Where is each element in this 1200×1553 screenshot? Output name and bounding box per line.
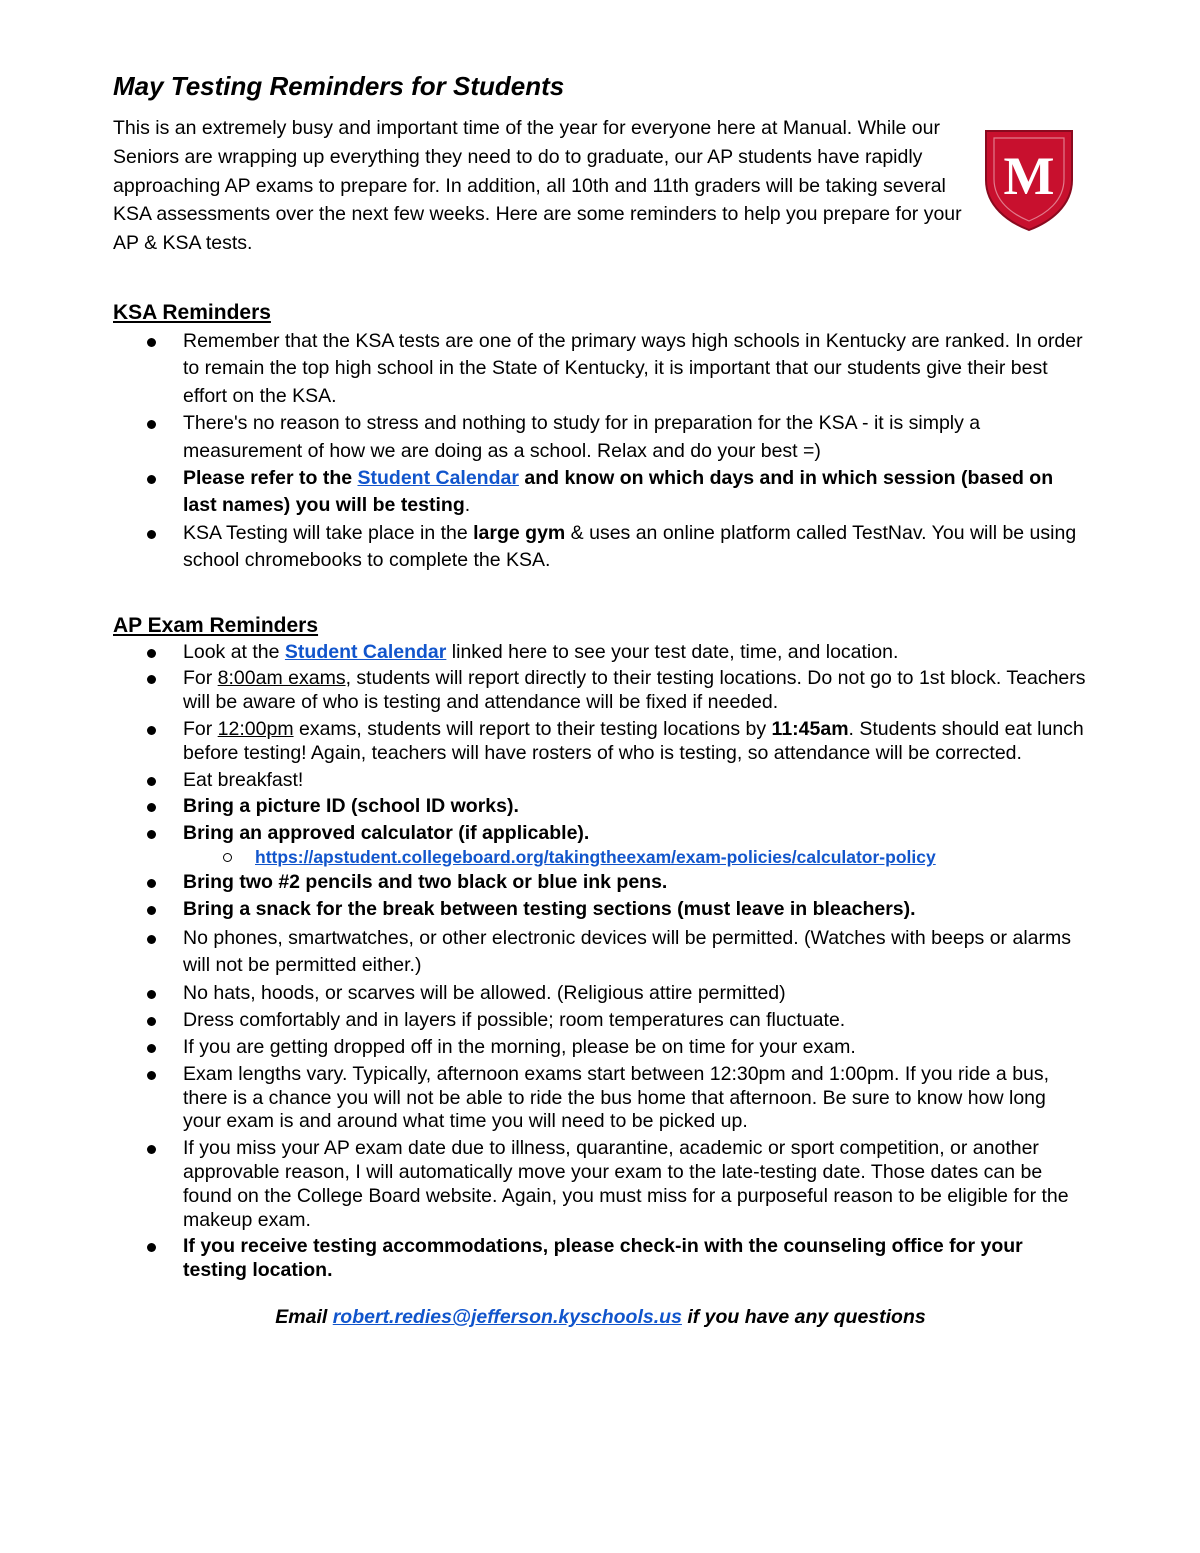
list-item: Exam lengths vary. Typically, afternoon exams start between 12:30pm and 1:00pm. If you ride a bus, there is a chance you will not be able to ride the bus home that afternoon. Be sure to know how long your exam is and around what time you will need to be picked up.	[113, 1063, 1088, 1134]
list-item: Look at the Student Calendar linked here to see your test date, time, and location.	[113, 641, 1088, 665]
bullet-icon	[147, 475, 156, 484]
list-item: There's no reason to stress and nothing to study for in preparation for the KSA - it is simply a measurement of how we are doing as a school. Relax and do your best =)	[113, 410, 1088, 465]
bullet-icon	[147, 1145, 156, 1154]
bullet-icon	[147, 338, 156, 347]
bullet-icon	[147, 990, 156, 999]
calculator-policy-link[interactable]: https://apstudent.collegeboard.org/takingtheexam/exam-policies/calculator-policy	[255, 847, 936, 868]
list-item: If you are getting dropped off in the morning, please be on time for your exam.	[113, 1036, 1088, 1060]
list-item: Bring a snack for the break between testing sections (must leave in bleachers).	[113, 898, 1088, 922]
list-item: Bring a picture ID (school ID works).	[113, 795, 1088, 819]
list-item: Bring two #2 pencils and two black or blue ink pens.	[113, 871, 1088, 895]
bullet-icon	[147, 420, 156, 429]
list-item: Remember that the KSA tests are one of the primary ways high schools in Kentucky are ranked. In order to remain the top high school in the State of Kentucky, it is important that our students give their best effort on the KSA.	[113, 328, 1088, 410]
intro-paragraph: This is an extremely busy and important time of the year for everyone here at Manual. While our Seniors are wrapping up everything they need to do to graduate, our AP students have rapidly approaching AP exams to prepare for. In addition, all 10th and 11th graders will be taking several KSA assessments over the next few weeks. Here are some reminders to help you prepare for your AP & KSA tests.	[113, 117, 962, 255]
bullet-icon	[147, 1071, 156, 1080]
bullet-icon	[147, 649, 156, 658]
bullet-icon	[147, 935, 156, 944]
footer-contact: Email robert.redies@jefferson.kyschools.us if you have any questions	[275, 1305, 926, 1328]
bullet-icon	[147, 906, 156, 915]
document-page	[113, 68, 1088, 1350]
bullet-icon	[147, 1044, 156, 1053]
bullet-icon	[147, 1017, 156, 1026]
logo-letter: M	[1003, 146, 1055, 206]
page-title: May Testing Reminders for Students	[113, 71, 565, 101]
student-calendar-link[interactable]: Student Calendar	[284, 640, 447, 663]
bullet-icon	[147, 726, 156, 735]
bullet-icon	[147, 675, 156, 684]
circle-bullet-icon	[223, 853, 232, 862]
list-item: For 12:00pm exams, students will report to their testing locations by 11:45am. Students should eat lunch before testing! Again, teachers will have rosters of who is testing, so attendance will be corrected.	[113, 718, 1088, 766]
list-item: No phones, smartwatches, or other electronic devices will be permitted. (Watches with beeps or alarms will not be permitted either.)	[113, 925, 1088, 980]
list-item: If you receive testing accommodations, please check-in with the counseling office for your testing location.	[113, 1235, 1088, 1283]
list-item: Eat breakfast!	[113, 769, 1088, 793]
manual-shield-logo	[984, 128, 1074, 232]
ap-list	[113, 641, 1088, 1283]
list-item: Please refer to the Student Calendar and know on which days and in which session (based on last names) you will be testing.	[113, 465, 1088, 520]
student-calendar-link[interactable]: Student Calendar	[357, 467, 519, 490]
bullet-icon	[147, 1243, 156, 1252]
list-item: For 8:00am exams, students will report directly to their testing locations. Do not go to 1st block. Teachers will be aware of who is testing and attendance will be fixed if needed.	[113, 667, 1088, 715]
bullet-icon	[147, 803, 156, 812]
sub-list	[183, 846, 1088, 868]
bullet-icon	[147, 530, 156, 539]
ap-heading: AP Exam Reminders	[113, 613, 319, 637]
list-item: KSA Testing will take place in the large gym & uses an online platform called TestNav. You will be using school chromebooks to complete the KSA.	[113, 520, 1088, 575]
list-item: No hats, hoods, or scarves will be allowed. (Religious attire permitted)	[113, 982, 1088, 1006]
bullet-icon	[147, 777, 156, 786]
bullet-icon	[147, 879, 156, 888]
list-item: Bring an approved calculator (if applicable). https://apstudent.collegeboard.org/takingtheexam/exam-policies/calculator-policy	[113, 822, 1088, 868]
ksa-heading: KSA Reminders	[113, 300, 271, 324]
bullet-icon	[147, 830, 156, 839]
list-item: If you miss your AP exam date due to illness, quarantine, academic or sport competition, or another approvable reason, I will automatically move your exam to the late-testing date. Those dates can be found on the College Board website. Again, you must miss for a purposeful reason to be eligible for the makeup exam.	[113, 1137, 1088, 1232]
email-link[interactable]: robert.redies@jefferson.kyschools.us	[332, 1305, 682, 1328]
sub-list-item	[183, 846, 1088, 868]
ksa-list	[113, 328, 1088, 575]
list-item: Dress comfortably and in layers if possible; room temperatures can fluctuate.	[113, 1009, 1088, 1033]
